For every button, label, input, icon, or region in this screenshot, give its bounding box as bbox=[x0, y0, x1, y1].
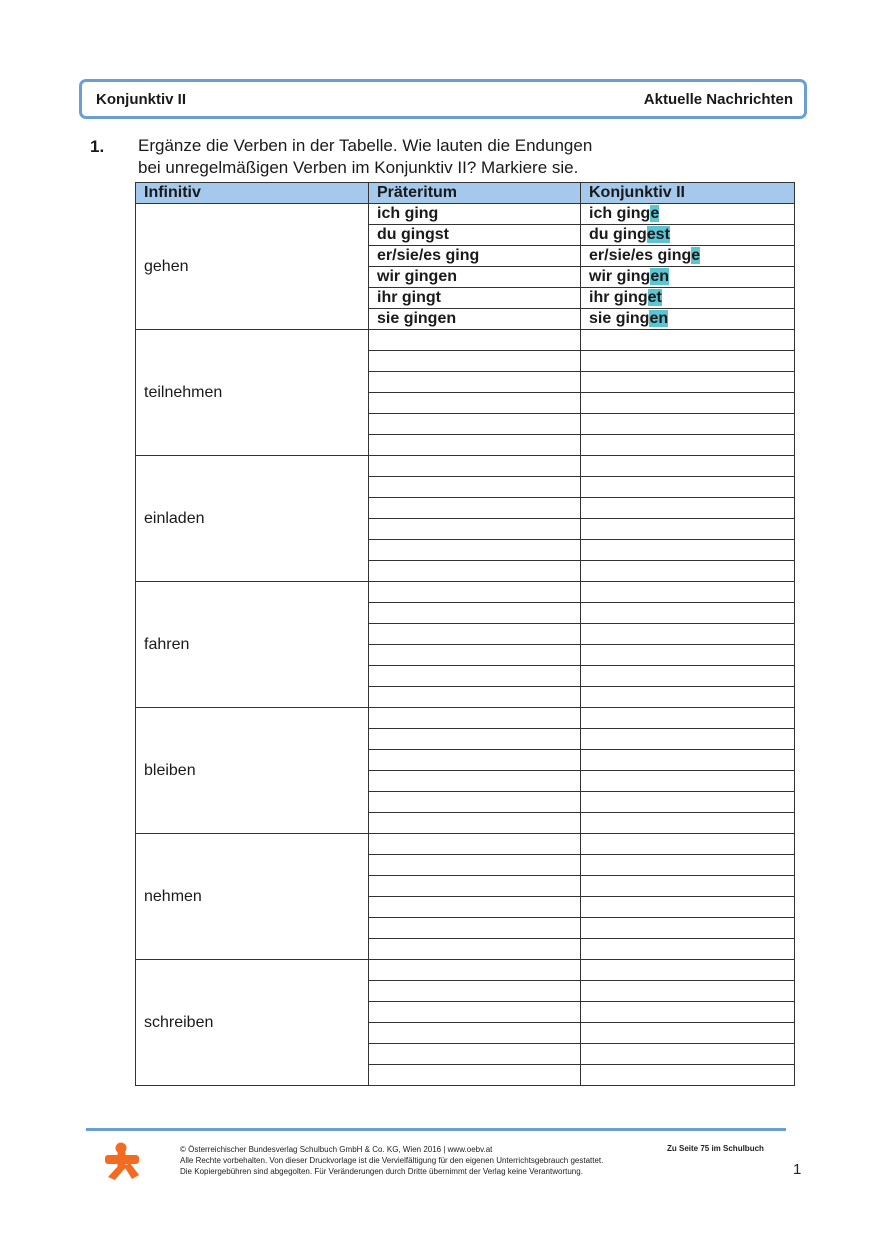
konjunktiv-answer-cell[interactable] bbox=[581, 561, 795, 582]
worksheet-title: Aktuelle Nachrichten bbox=[643, 91, 793, 108]
konjunktiv-answer-cell[interactable] bbox=[581, 750, 795, 771]
konjunktiv-answer-cell[interactable] bbox=[581, 876, 795, 897]
konjunktiv-cell bbox=[581, 246, 795, 267]
praeteritum-cell: du gingst bbox=[369, 225, 581, 246]
praeteritum-answer-cell[interactable] bbox=[369, 540, 581, 561]
konjunktiv-answer-cell[interactable] bbox=[581, 666, 795, 687]
konjunktiv-answer-cell[interactable] bbox=[581, 519, 795, 540]
verb-stem: ich ging bbox=[589, 205, 651, 222]
konjunktiv-cell bbox=[581, 204, 795, 225]
konjunktiv-cell bbox=[581, 267, 795, 288]
column-header-konjunktiv: Konjunktiv II bbox=[581, 183, 795, 204]
infinitive-cell: gehen bbox=[136, 204, 369, 330]
praeteritum-answer-cell[interactable] bbox=[369, 603, 581, 624]
praeteritum-cell: sie gingen bbox=[369, 309, 581, 330]
praeteritum-answer-cell[interactable] bbox=[369, 435, 581, 456]
table-row bbox=[136, 582, 795, 603]
praeteritum-cell: er/sie/es ging bbox=[369, 246, 581, 267]
praeteritum-answer-cell[interactable] bbox=[369, 939, 581, 960]
task-instruction-line: bei unregelmäßigen Verben im Konjunktiv II? Markiere sie. bbox=[138, 158, 579, 177]
konjunktiv-answer-cell[interactable] bbox=[581, 477, 795, 498]
praeteritum-answer-cell[interactable] bbox=[369, 813, 581, 834]
konjunktiv-answer-cell[interactable] bbox=[581, 393, 795, 414]
worksheet-topic: Konjunktiv II bbox=[96, 91, 186, 108]
konjunktiv-answer-cell[interactable] bbox=[581, 414, 795, 435]
praeteritum-answer-cell[interactable] bbox=[369, 477, 581, 498]
highlighted-ending: est bbox=[646, 226, 670, 243]
praeteritum-answer-cell[interactable] bbox=[369, 498, 581, 519]
column-header-praeteritum: Präteritum bbox=[369, 183, 581, 204]
praeteritum-answer-cell[interactable] bbox=[369, 1002, 581, 1023]
konjunktiv-answer-cell[interactable] bbox=[581, 897, 795, 918]
praeteritum-answer-cell[interactable] bbox=[369, 981, 581, 1002]
praeteritum-answer-cell[interactable] bbox=[369, 351, 581, 372]
table-row bbox=[136, 834, 795, 855]
verb-stem: er/sie/es ging bbox=[589, 247, 692, 264]
konjunktiv-answer-cell[interactable] bbox=[581, 582, 795, 603]
highlighted-ending: en bbox=[649, 310, 669, 327]
copyright-line: Die Kopiergebühren sind abgegolten. Für Veränderungen durch Dritte übernimmt der Verlag keine Verantwortung. bbox=[180, 1167, 583, 1176]
praeteritum-answer-cell[interactable] bbox=[369, 687, 581, 708]
konjunktiv-answer-cell[interactable] bbox=[581, 729, 795, 750]
konjunktiv-answer-cell[interactable] bbox=[581, 981, 795, 1002]
praeteritum-answer-cell[interactable] bbox=[369, 771, 581, 792]
header-box bbox=[79, 79, 807, 119]
praeteritum-answer-cell[interactable] bbox=[369, 792, 581, 813]
infinitive-cell: fahren bbox=[136, 582, 369, 708]
praeteritum-answer-cell[interactable] bbox=[369, 918, 581, 939]
infinitive-cell: nehmen bbox=[136, 834, 369, 960]
verb-stem: du ging bbox=[589, 226, 647, 243]
konjunktiv-answer-cell[interactable] bbox=[581, 1065, 795, 1086]
konjunktiv-cell bbox=[581, 309, 795, 330]
konjunktiv-answer-cell[interactable] bbox=[581, 645, 795, 666]
konjunktiv-answer-cell[interactable] bbox=[581, 792, 795, 813]
praeteritum-answer-cell[interactable] bbox=[369, 372, 581, 393]
table-row bbox=[136, 960, 795, 981]
praeteritum-answer-cell[interactable] bbox=[369, 1065, 581, 1086]
infinitive-cell: teilnehmen bbox=[136, 330, 369, 456]
konjunktiv-answer-cell[interactable] bbox=[581, 330, 795, 351]
table-row bbox=[136, 708, 795, 729]
konjunktiv-cell bbox=[581, 225, 795, 246]
highlighted-ending: et bbox=[647, 289, 662, 306]
konjunktiv-answer-cell[interactable] bbox=[581, 456, 795, 477]
table-row bbox=[136, 456, 795, 477]
konjunktiv-answer-cell[interactable] bbox=[581, 498, 795, 519]
praeteritum-answer-cell[interactable] bbox=[369, 582, 581, 603]
copyright-notice bbox=[180, 1144, 640, 1177]
konjunktiv-answer-cell[interactable] bbox=[581, 351, 795, 372]
infinitive-cell: schreiben bbox=[136, 960, 369, 1086]
konjunktiv-answer-cell[interactable] bbox=[581, 372, 795, 393]
table-row bbox=[136, 330, 795, 351]
praeteritum-answer-cell[interactable] bbox=[369, 855, 581, 876]
praeteritum-answer-cell[interactable] bbox=[369, 456, 581, 477]
table-header-row bbox=[136, 183, 795, 204]
copyright-line: © Österreichischer Bundesverlag Schulbuch GmbH & Co. KG, Wien 2016 | www.oebv.at bbox=[180, 1145, 493, 1154]
task-number: 1. bbox=[90, 137, 105, 156]
highlighted-ending: e bbox=[650, 205, 660, 222]
konjunktiv-answer-cell[interactable] bbox=[581, 1002, 795, 1023]
konjunktiv-answer-cell[interactable] bbox=[581, 624, 795, 645]
praeteritum-answer-cell[interactable] bbox=[369, 1023, 581, 1044]
infinitive-cell: bleiben bbox=[136, 708, 369, 834]
praeteritum-answer-cell[interactable] bbox=[369, 897, 581, 918]
konjunktiv-cell bbox=[581, 288, 795, 309]
praeteritum-answer-cell[interactable] bbox=[369, 330, 581, 351]
praeteritum-cell: ich ging bbox=[369, 204, 581, 225]
praeteritum-answer-cell[interactable] bbox=[369, 1044, 581, 1065]
page-number: 1 bbox=[793, 1161, 802, 1178]
praeteritum-cell: ihr gingt bbox=[369, 288, 581, 309]
textbook-reference: Zu Seite 75 im Schulbuch bbox=[667, 1144, 764, 1153]
konjunktiv-answer-cell[interactable] bbox=[581, 771, 795, 792]
konjunktiv-answer-cell[interactable] bbox=[581, 834, 795, 855]
konjunktiv-answer-cell[interactable] bbox=[581, 1044, 795, 1065]
table-body bbox=[136, 204, 795, 1086]
praeteritum-answer-cell[interactable] bbox=[369, 729, 581, 750]
konjunktiv-answer-cell[interactable] bbox=[581, 939, 795, 960]
copyright-line: Alle Rechte vorbehalten. Von dieser Druckvorlage ist die Vervielfältigung für den eigenen Unterrichtsgebrauch gestattet. bbox=[180, 1156, 604, 1165]
konjunktiv-answer-cell[interactable] bbox=[581, 960, 795, 981]
praeteritum-answer-cell[interactable] bbox=[369, 834, 581, 855]
konjunktiv-answer-cell[interactable] bbox=[581, 687, 795, 708]
praeteritum-answer-cell[interactable] bbox=[369, 519, 581, 540]
konjunktiv-answer-cell[interactable] bbox=[581, 918, 795, 939]
task-instruction-line: Ergänze die Verben in der Tabelle. Wie lauten die Endungen bbox=[138, 136, 593, 155]
infinitive-cell: einladen bbox=[136, 456, 369, 582]
konjunktiv-answer-cell[interactable] bbox=[581, 855, 795, 876]
table-row bbox=[136, 204, 795, 225]
verb-stem: wir ging bbox=[589, 268, 651, 285]
column-header-infinitiv: Infinitiv bbox=[136, 183, 369, 204]
praeteritum-answer-cell[interactable] bbox=[369, 561, 581, 582]
konjunktiv-answer-cell[interactable] bbox=[581, 708, 795, 729]
praeteritum-answer-cell[interactable] bbox=[369, 876, 581, 897]
konjunktiv-answer-cell[interactable] bbox=[581, 435, 795, 456]
praeteritum-answer-cell[interactable] bbox=[369, 750, 581, 771]
konjunktiv-answer-cell[interactable] bbox=[581, 603, 795, 624]
verb-table bbox=[135, 182, 795, 1086]
praeteritum-answer-cell[interactable] bbox=[369, 393, 581, 414]
praeteritum-answer-cell[interactable] bbox=[369, 666, 581, 687]
konjunktiv-answer-cell[interactable] bbox=[581, 813, 795, 834]
footer-divider bbox=[86, 1128, 786, 1131]
task-instruction bbox=[138, 135, 698, 179]
verb-stem: sie ging bbox=[589, 310, 650, 327]
praeteritum-answer-cell[interactable] bbox=[369, 624, 581, 645]
praeteritum-answer-cell[interactable] bbox=[369, 645, 581, 666]
praeteritum-answer-cell[interactable] bbox=[369, 414, 581, 435]
praeteritum-answer-cell[interactable] bbox=[369, 960, 581, 981]
praeteritum-cell: wir gingen bbox=[369, 267, 581, 288]
publisher-logo-icon bbox=[102, 1142, 142, 1182]
konjunktiv-answer-cell[interactable] bbox=[581, 1023, 795, 1044]
highlighted-ending: e bbox=[691, 247, 701, 264]
highlighted-ending: en bbox=[650, 268, 669, 285]
praeteritum-answer-cell[interactable] bbox=[369, 708, 581, 729]
verb-stem: ihr ging bbox=[589, 289, 648, 306]
konjunktiv-answer-cell[interactable] bbox=[581, 540, 795, 561]
